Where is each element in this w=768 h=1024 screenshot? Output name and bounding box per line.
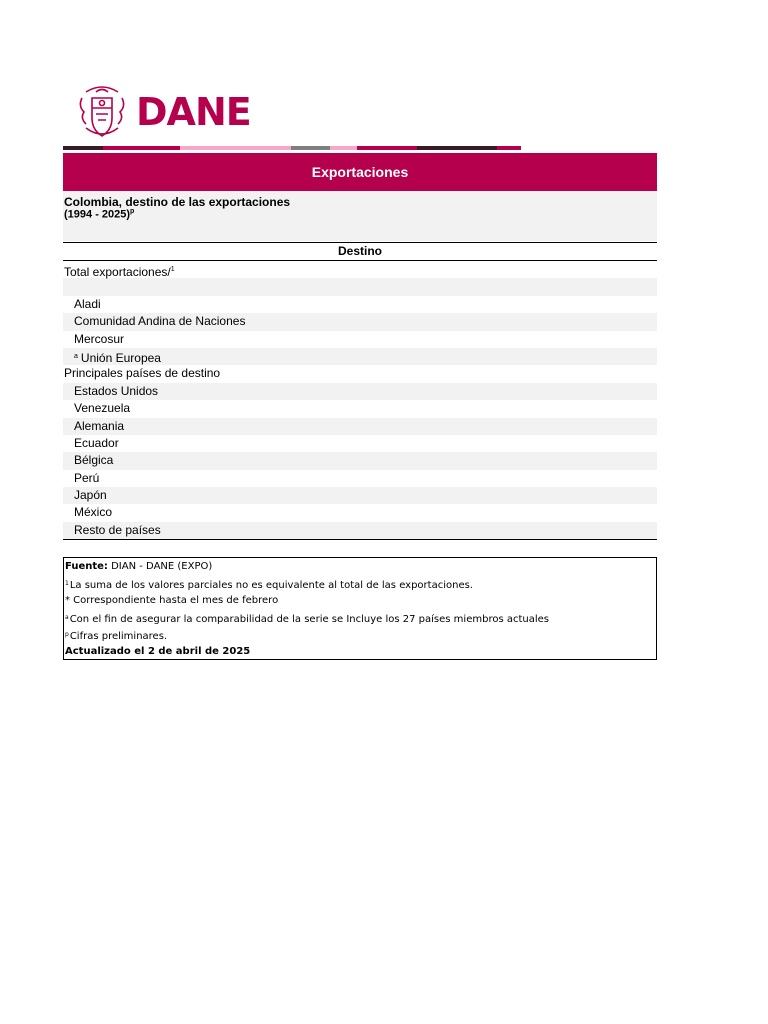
footnote-1 — [64, 575, 656, 592]
row-label: Mercosur — [74, 331, 125, 346]
footnote-mark: a — [74, 352, 78, 360]
row-label: Comunidad Andina de Naciones — [74, 314, 246, 329]
notes-box — [63, 557, 657, 660]
table-row — [63, 278, 657, 295]
updated-text: Actualizado el 2 de abril de 2025 — [65, 646, 251, 657]
row-label: Aladi — [74, 296, 101, 311]
table-header: Destino — [63, 243, 657, 261]
table-row — [63, 522, 657, 539]
table-row — [63, 261, 657, 278]
stripe-segment — [357, 146, 417, 150]
source-value: DIAN - DANE (EXPO) — [111, 561, 213, 572]
table-row — [63, 313, 657, 330]
footnote-text: Cifras preliminares. — [69, 631, 168, 642]
stripe-segment — [291, 146, 330, 150]
table-row — [63, 383, 657, 400]
table-row — [63, 331, 657, 348]
subtitle-box — [63, 191, 657, 241]
row-label: Japón — [74, 488, 107, 503]
subtitle-years: (1994 - 2025) — [64, 208, 131, 221]
footnote-mark: 1 — [65, 580, 69, 587]
row-label: Estados Unidos — [74, 383, 159, 398]
table-row — [63, 365, 657, 382]
table-row — [63, 418, 657, 435]
footnote-text: Con el fin de asegurar la comparabilidad de la serie se Incluye los 27 países miembros actuales — [69, 614, 549, 625]
table-row — [63, 452, 657, 469]
source-label: Fuente: — [65, 561, 108, 572]
row-label: México — [74, 505, 113, 520]
coat-of-arms-icon — [76, 84, 128, 140]
row-label: Bélgica — [74, 453, 114, 468]
table-row — [63, 435, 657, 452]
table-row — [63, 296, 657, 313]
row-label — [63, 265, 175, 279]
footnote-mark: 1 — [170, 266, 175, 273]
row-label: Principales países de destino — [64, 366, 221, 381]
table-row — [63, 348, 657, 365]
banner-title: Exportaciones — [311, 164, 409, 180]
table-row — [63, 504, 657, 521]
source-note — [64, 558, 656, 575]
row-label — [63, 279, 64, 293]
stripe-segment — [180, 146, 291, 150]
footnote-text: La suma de los valores parciales no es equivalente al total de las exportaciones. — [69, 580, 473, 591]
dane-logo — [76, 84, 251, 140]
section-banner — [63, 153, 657, 191]
row-label: Perú — [74, 470, 100, 485]
row-label: Venezuela — [74, 401, 131, 416]
footnote-2: * Correspondiente hasta el mes de febrero — [65, 595, 279, 606]
preliminary-mark: p — [130, 208, 135, 215]
table-row — [63, 470, 657, 487]
stripe-segment — [103, 146, 180, 150]
footnote-mark: p — [65, 631, 69, 638]
footnote-3 — [64, 609, 656, 626]
destination-table — [63, 242, 657, 540]
color-stripe — [63, 146, 521, 150]
footnote-mark: a — [65, 614, 69, 621]
table-row — [63, 400, 657, 417]
subtitle-line1: Colombia, destino de las exportaciones — [64, 195, 291, 209]
logo-text: DANE — [136, 90, 251, 134]
footnote-4 — [64, 626, 656, 643]
stripe-segment — [497, 146, 521, 150]
subtitle-line2 — [64, 208, 134, 221]
row-text: Unión Europea — [80, 350, 161, 365]
row-label — [63, 351, 161, 365]
row-label: Resto de países — [74, 522, 161, 537]
table-row — [63, 487, 657, 504]
row-label: Alemania — [74, 418, 125, 433]
row-text: Total exportaciones/ — [64, 265, 171, 279]
updated-note — [64, 643, 656, 660]
stripe-segment — [330, 146, 357, 150]
stripe-segment — [417, 146, 497, 150]
row-label: Ecuador — [74, 435, 119, 450]
stripe-segment — [63, 146, 103, 150]
